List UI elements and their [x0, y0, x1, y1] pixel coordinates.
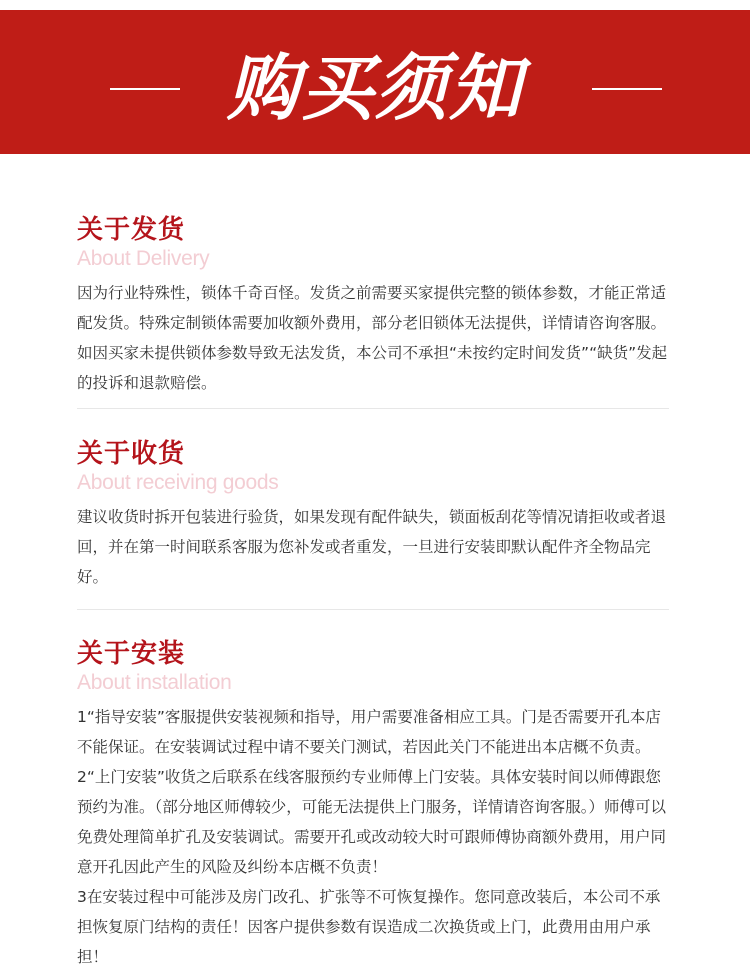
section-body: [77, 502, 672, 592]
section-receiving: [77, 438, 677, 592]
section-body: [77, 702, 672, 972]
section-body: [77, 278, 672, 398]
section-subtitle: About receiving goods: [77, 471, 279, 494]
section-delivery: [77, 214, 677, 398]
divider: [77, 408, 669, 409]
divider: [77, 609, 669, 610]
banner-right-line: [592, 88, 662, 90]
section-title: 关于收货: [77, 439, 186, 469]
section-title: 关于安装: [77, 639, 186, 669]
paragraph: 3在安装过程中可能涉及房门改孔、扩张等不可恢复操作。您同意改装后，本公司不承担恢复原门结构的责任！因客户提供参数有误造成二次换货或上门，此费用由用户承担！: [77, 888, 661, 966]
paragraph: 建议收货时拆开包装进行验货，如果发现有配件缺失，锁面板刮花等情况请拒收或者退回，并在第一时间联系客服为您补发或者重发，一旦进行安装即默认配件齐全物品完好。: [77, 508, 667, 586]
paragraph: 1“指导安装”客服提供安装视频和指导，用户需要准备相应工具。门是否需要开孔本店不能保证。在安装调试过程中请不要关门测试，若因此关门不能进出本店概不负责。: [77, 708, 661, 756]
page-title: 购买须知: [226, 46, 523, 130]
top-strip: [0, 0, 750, 10]
section-title: 关于发货: [77, 215, 186, 245]
section-installation: [77, 638, 677, 972]
section-subtitle: About installation: [77, 671, 232, 694]
paragraph: 2“上门安装”收货之后联系在线客服预约专业师傅上门安装。具体安装时间以师傅跟您预约为准。（部分地区师傅较少，可能无法提供上门服务，详情请咨询客服。）师傅可以免费处理简单扩孔及安装调试。需要开孔或改动较大时可跟师傅协商额外费用，用户同意开孔因此产生的风险及纠纷本店概不负责！: [77, 768, 667, 876]
paragraph: 因为行业特殊性，锁体千奇百怪。发货之前需要买家提供完整的锁体参数，才能正常适配发货。特殊定制锁体需要加收额外费用，部分老旧锁体无法提供，详情请咨询客服。如因买家未提供锁体参数导致无法发货，本公司不承担“未按约定时间发货”“缺货”发起的投诉和退款赔偿。: [77, 284, 668, 392]
header-banner: [0, 10, 750, 154]
section-subtitle: About Delivery: [77, 247, 210, 270]
